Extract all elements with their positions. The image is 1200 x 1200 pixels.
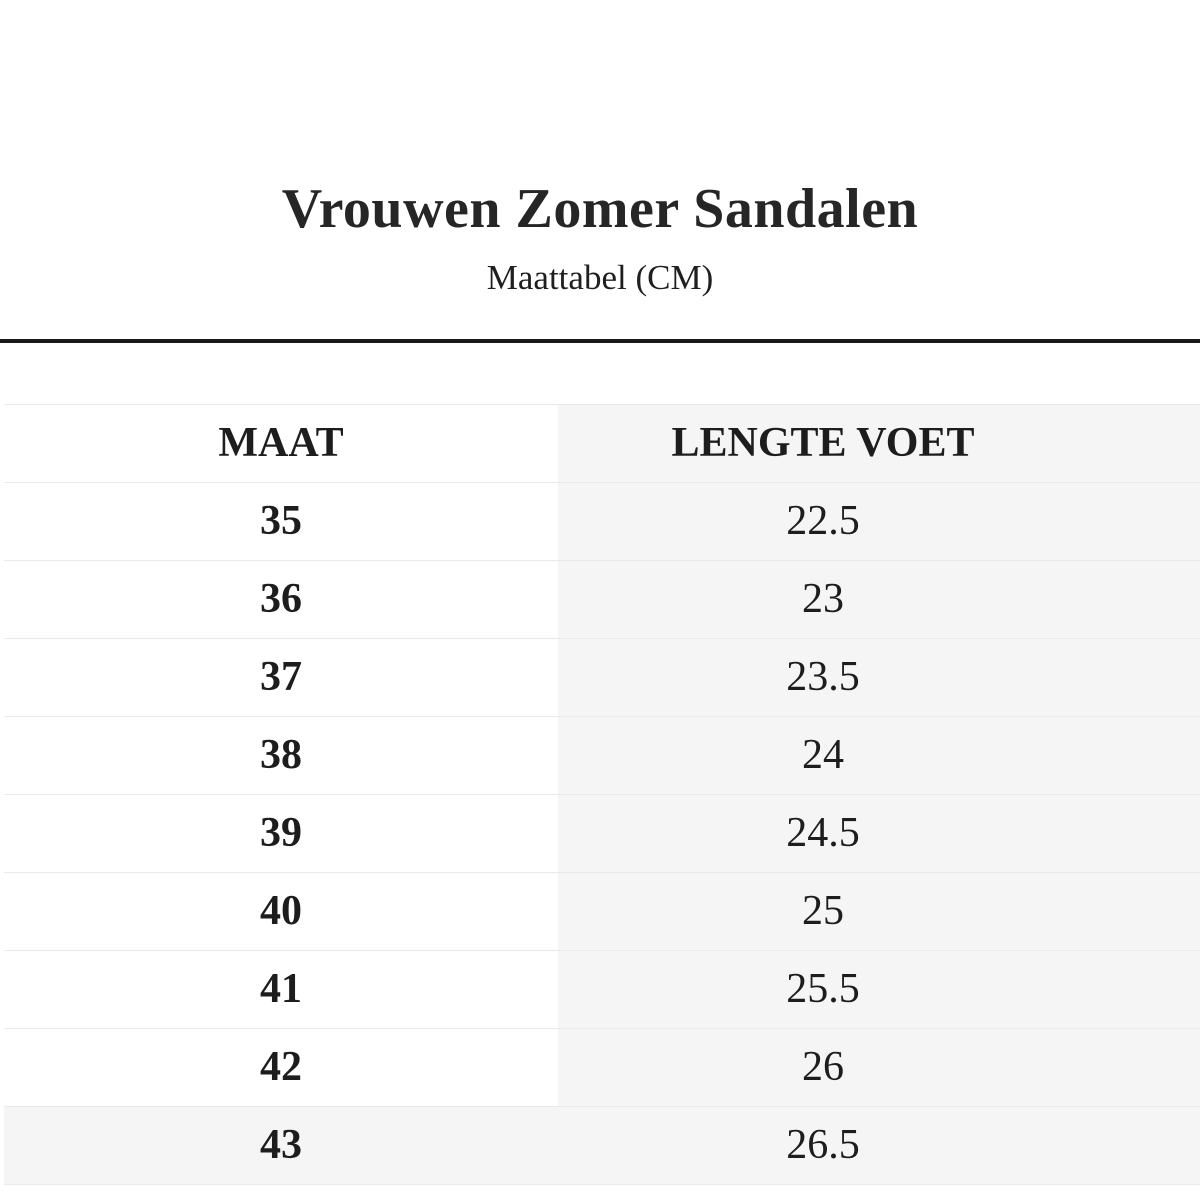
table-row	[4, 872, 1200, 950]
size-cell: 38	[4, 716, 558, 794]
foot-length-cell: 24.5	[558, 794, 1200, 872]
table-row	[4, 638, 1200, 716]
size-cell: 42	[4, 1028, 558, 1106]
size-cell: 43	[4, 1106, 558, 1184]
size-cell: 37	[4, 638, 558, 716]
table-row	[4, 794, 1200, 872]
foot-length-cell: 24	[558, 716, 1200, 794]
size-cell: 39	[4, 794, 558, 872]
foot-length-cell: 25	[558, 872, 1200, 950]
foot-length-cell: 26.5	[558, 1106, 1200, 1184]
divider-rule	[0, 339, 1200, 343]
foot-length-cell: 23.5	[558, 638, 1200, 716]
table-row	[4, 560, 1200, 638]
size-cell: 35	[4, 482, 558, 560]
table-row	[4, 1028, 1200, 1106]
size-cell: 36	[4, 560, 558, 638]
page-title: Vrouwen Zomer Sandalen	[281, 178, 919, 240]
column-header-maat: MAAT	[4, 404, 558, 482]
foot-length-cell: 26	[558, 1028, 1200, 1106]
table-body	[4, 482, 1200, 1184]
table-row	[4, 716, 1200, 794]
page-subtitle: Maattabel (CM)	[486, 258, 714, 298]
column-header-lengte-voet: LENGTE VOET	[558, 404, 1200, 482]
table-row	[4, 482, 1200, 560]
foot-length-cell: 23	[558, 560, 1200, 638]
table-row	[4, 950, 1200, 1028]
foot-length-cell: 22.5	[558, 482, 1200, 560]
foot-length-cell: 25.5	[558, 950, 1200, 1028]
table-header-row	[4, 404, 1200, 482]
size-cell: 41	[4, 950, 558, 1028]
table-row	[4, 1106, 1200, 1184]
size-cell: 40	[4, 872, 558, 950]
size-table	[4, 404, 1200, 1185]
